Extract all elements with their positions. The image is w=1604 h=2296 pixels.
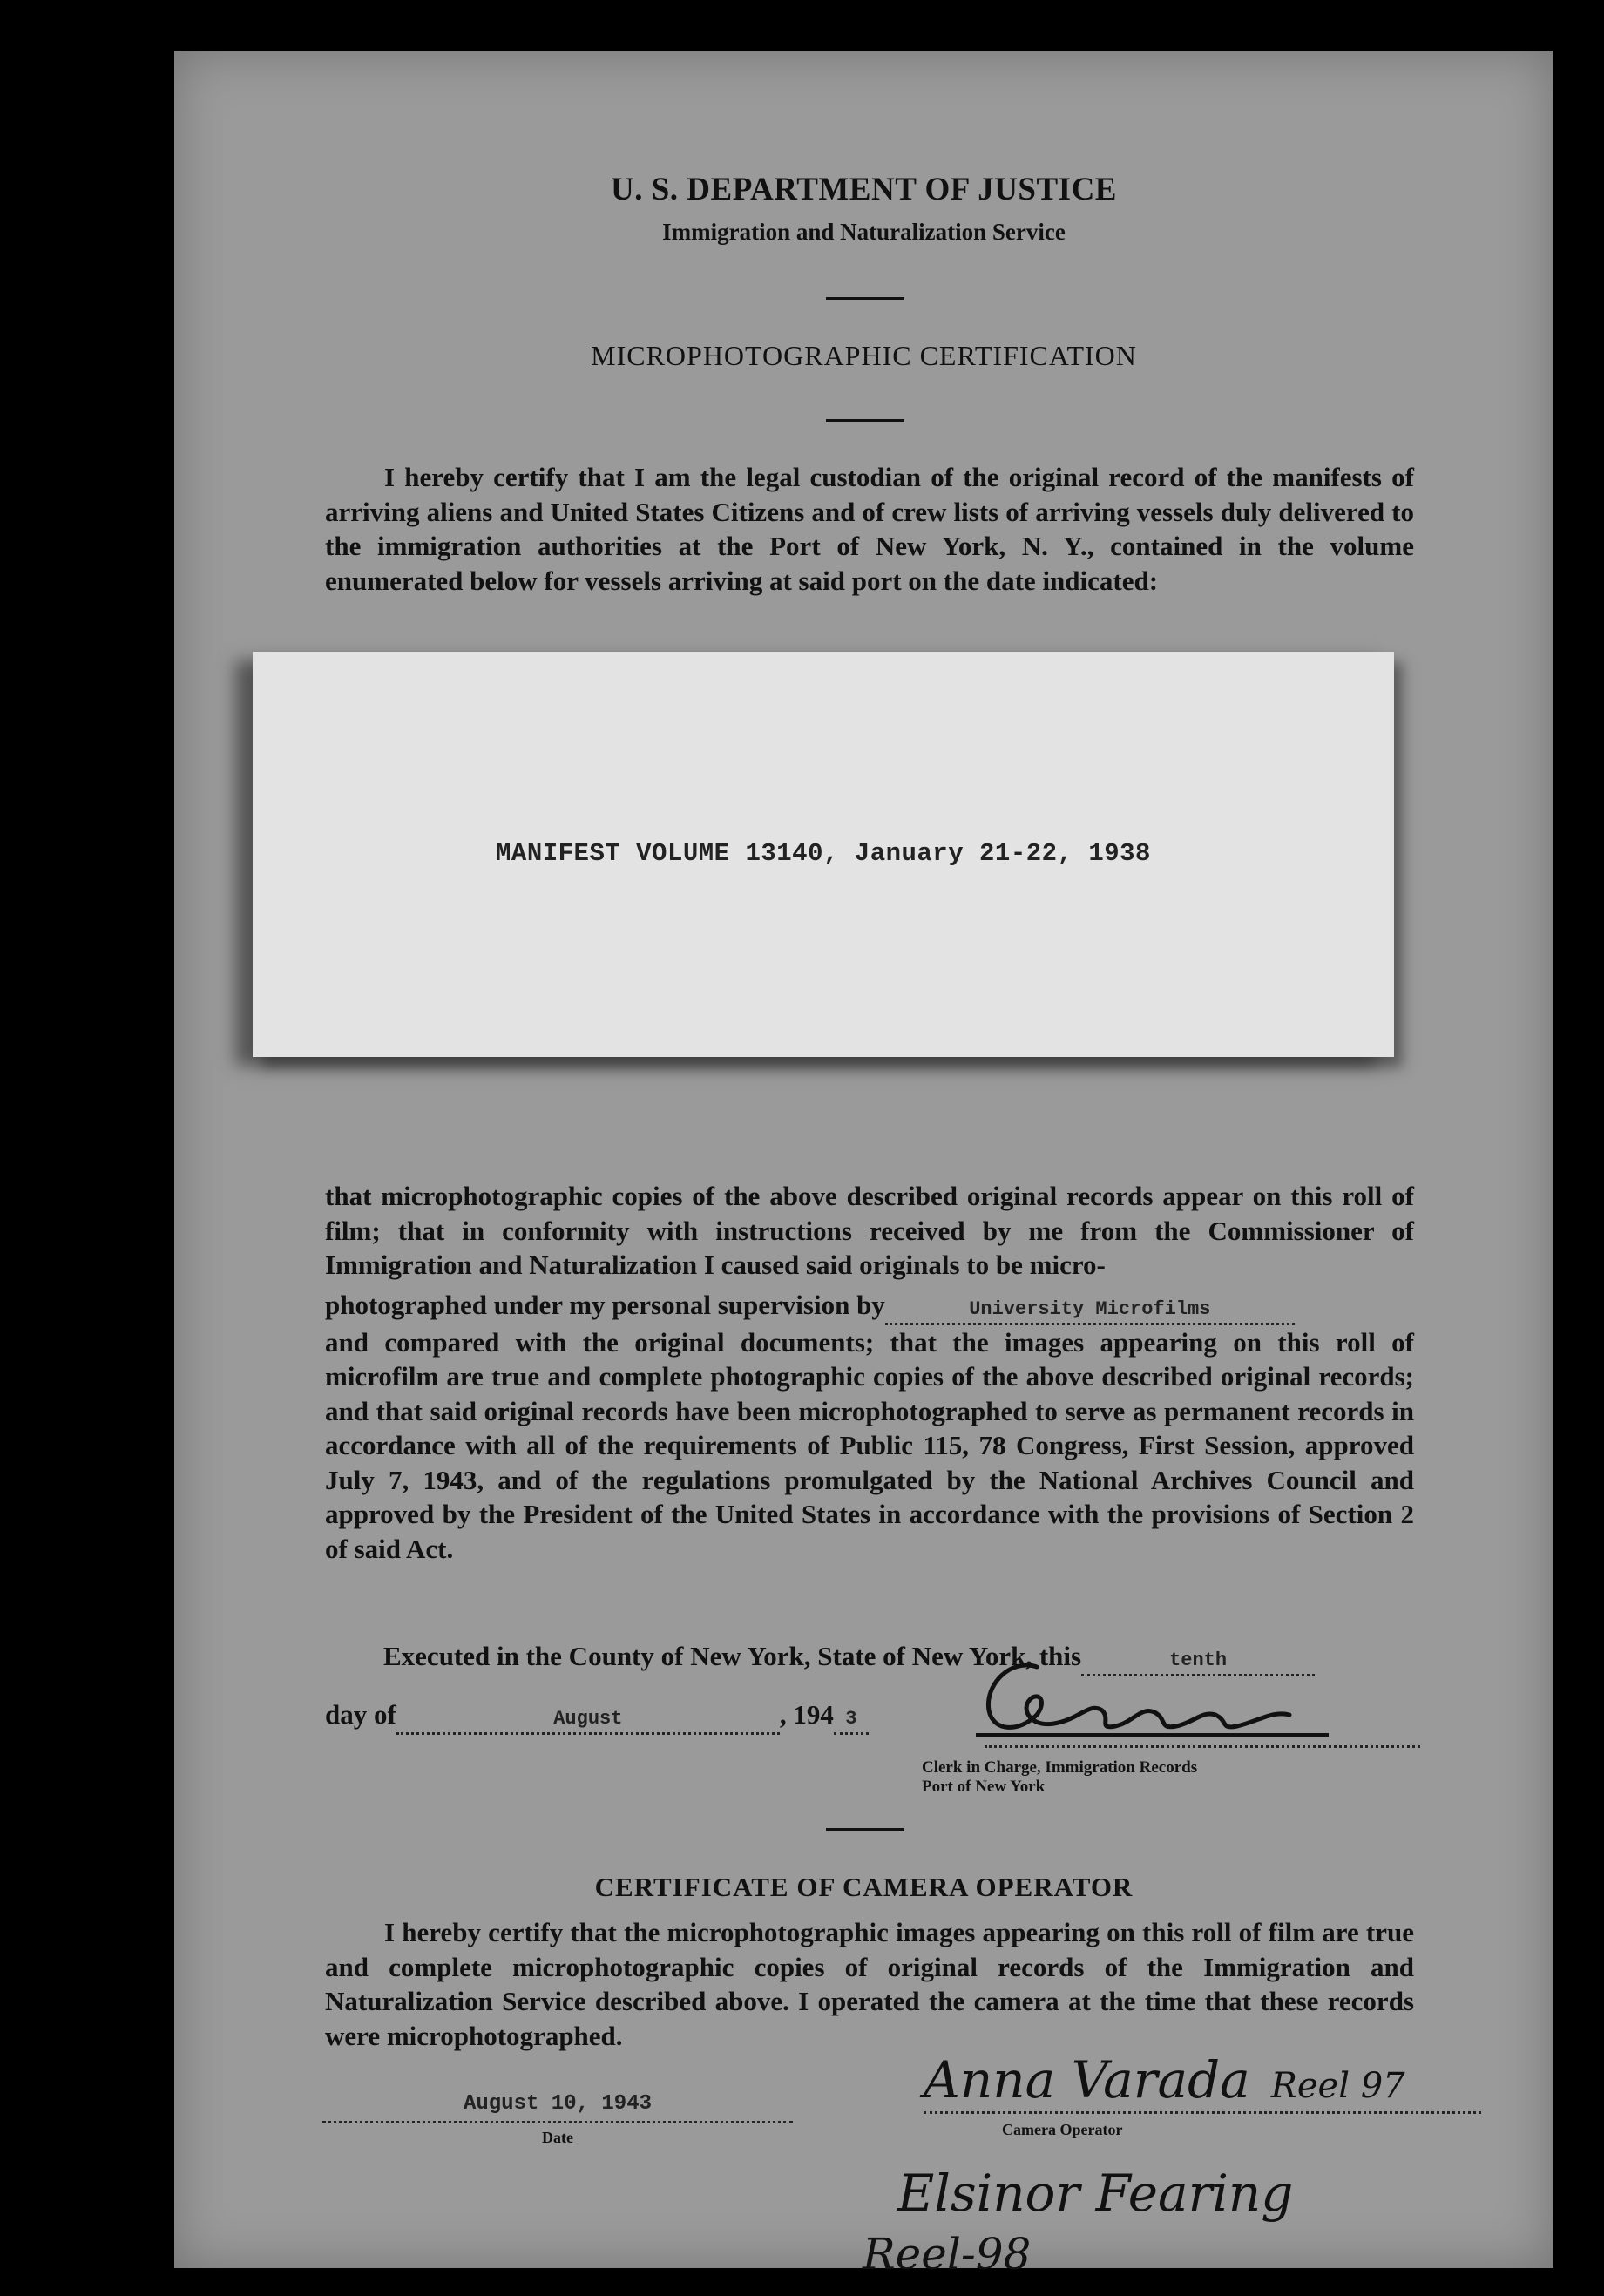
divider-3 xyxy=(826,1828,904,1831)
filmed-by-value: University Microfilms xyxy=(969,1297,1211,1320)
clerk-title-line-1: Clerk in Charge, Immigration Records xyxy=(922,1758,1198,1777)
clerk-signature-drawing xyxy=(958,1649,1333,1754)
body-paragraph-part-2: and compared with the original documents; that the images appearing on this roll of microfilm are true and complete photographic copies of the above described original records; and that said original records have been microphotographed to serve as permanent records in accordance with all of the requirements of Public 115, 78 Congress, First Session, approved July 7, 1943, and of the regulations promulgated by the National Archives Council and approved by the President of the United States in accordance with the provisions of Section 2 of said Act. xyxy=(325,1326,1414,1564)
filmed-by-prefix: photographed under my personal supervision by xyxy=(325,1289,885,1320)
filmed-by-line xyxy=(325,1288,1414,1325)
manifest-volume-label: MANIFEST VOLUME 13140, January 21-22, 1938 xyxy=(496,839,1151,868)
day-value: tenth xyxy=(1169,1649,1228,1671)
clerk-signature-line xyxy=(985,1745,1420,1748)
filmed-by-field xyxy=(885,1292,1295,1325)
divider-2 xyxy=(826,419,904,422)
day-of-line xyxy=(325,1697,935,1735)
year-prefix: , 194 xyxy=(779,1699,834,1730)
date-value: August 10, 1943 xyxy=(322,2092,793,2123)
certificate-sheet xyxy=(174,51,1553,2279)
executed-prefix: Executed in the County of New York, State of New York, this xyxy=(383,1641,1082,1671)
body-paragraph-part-1: that microphotographic copies of the above described original records appear on this roll of film; that in conformity with instructions received by me from the Commissioner of Immigration and Naturalization I caused said originals to be micro- xyxy=(325,1181,1414,1280)
operator-signature-line xyxy=(924,2050,1481,2114)
camera-operator-title: CERTIFICATE OF CAMERA OPERATOR xyxy=(594,1872,1134,1902)
department-title: U. S. DEPARTMENT OF JUSTICE xyxy=(611,172,1117,207)
operator-signature-block xyxy=(924,2050,1481,2139)
date-field xyxy=(322,2092,793,2147)
reel-note-1: Reel 97 xyxy=(1270,2066,1405,2106)
clerk-title-line-2: Port of New York xyxy=(922,1778,1046,1796)
year-digit: 3 xyxy=(845,1708,857,1730)
month-field xyxy=(396,1702,780,1735)
month-value: August xyxy=(553,1708,623,1730)
day-of-label: day of xyxy=(325,1699,396,1730)
camera-operator-label: Camera Operator xyxy=(1002,2121,1123,2138)
body-paragraph xyxy=(325,1179,1414,1566)
clerk-title xyxy=(922,1758,1357,1797)
service-subtitle: Immigration and Naturalization Service xyxy=(662,219,1066,245)
date-label: Date xyxy=(542,2129,573,2146)
camera-operator-paragraph: I hereby certify that the microphotographic images appearing on this roll of film are true and complete microphotographic copies of original records of the Immigration and Naturalization Service described above. I operated the camera at the time that these records were microphotographed. xyxy=(325,1917,1414,2051)
reel-note-2: Reel-98 xyxy=(863,2229,1032,2279)
intro-paragraph: I hereby certify that I am the legal custodian of the original record of the manifests of arriving aliens and United States Citizens and of crew lists of arriving vessels duly delivered to the immigration authorities at the Port of New York, N. Y., contained in the volume enumerated below for vessels arriving at said port on the date indicated: xyxy=(325,462,1414,596)
divider-1 xyxy=(826,297,904,300)
manifest-card xyxy=(253,652,1394,1057)
year-field xyxy=(834,1702,869,1735)
operator-signature: Anna Varada xyxy=(924,2050,1250,2110)
additional-signature: Elsinor Fearing xyxy=(897,2164,1294,2223)
certification-title: MICROPHOTOGRAPHIC CERTIFICATION xyxy=(591,340,1137,371)
